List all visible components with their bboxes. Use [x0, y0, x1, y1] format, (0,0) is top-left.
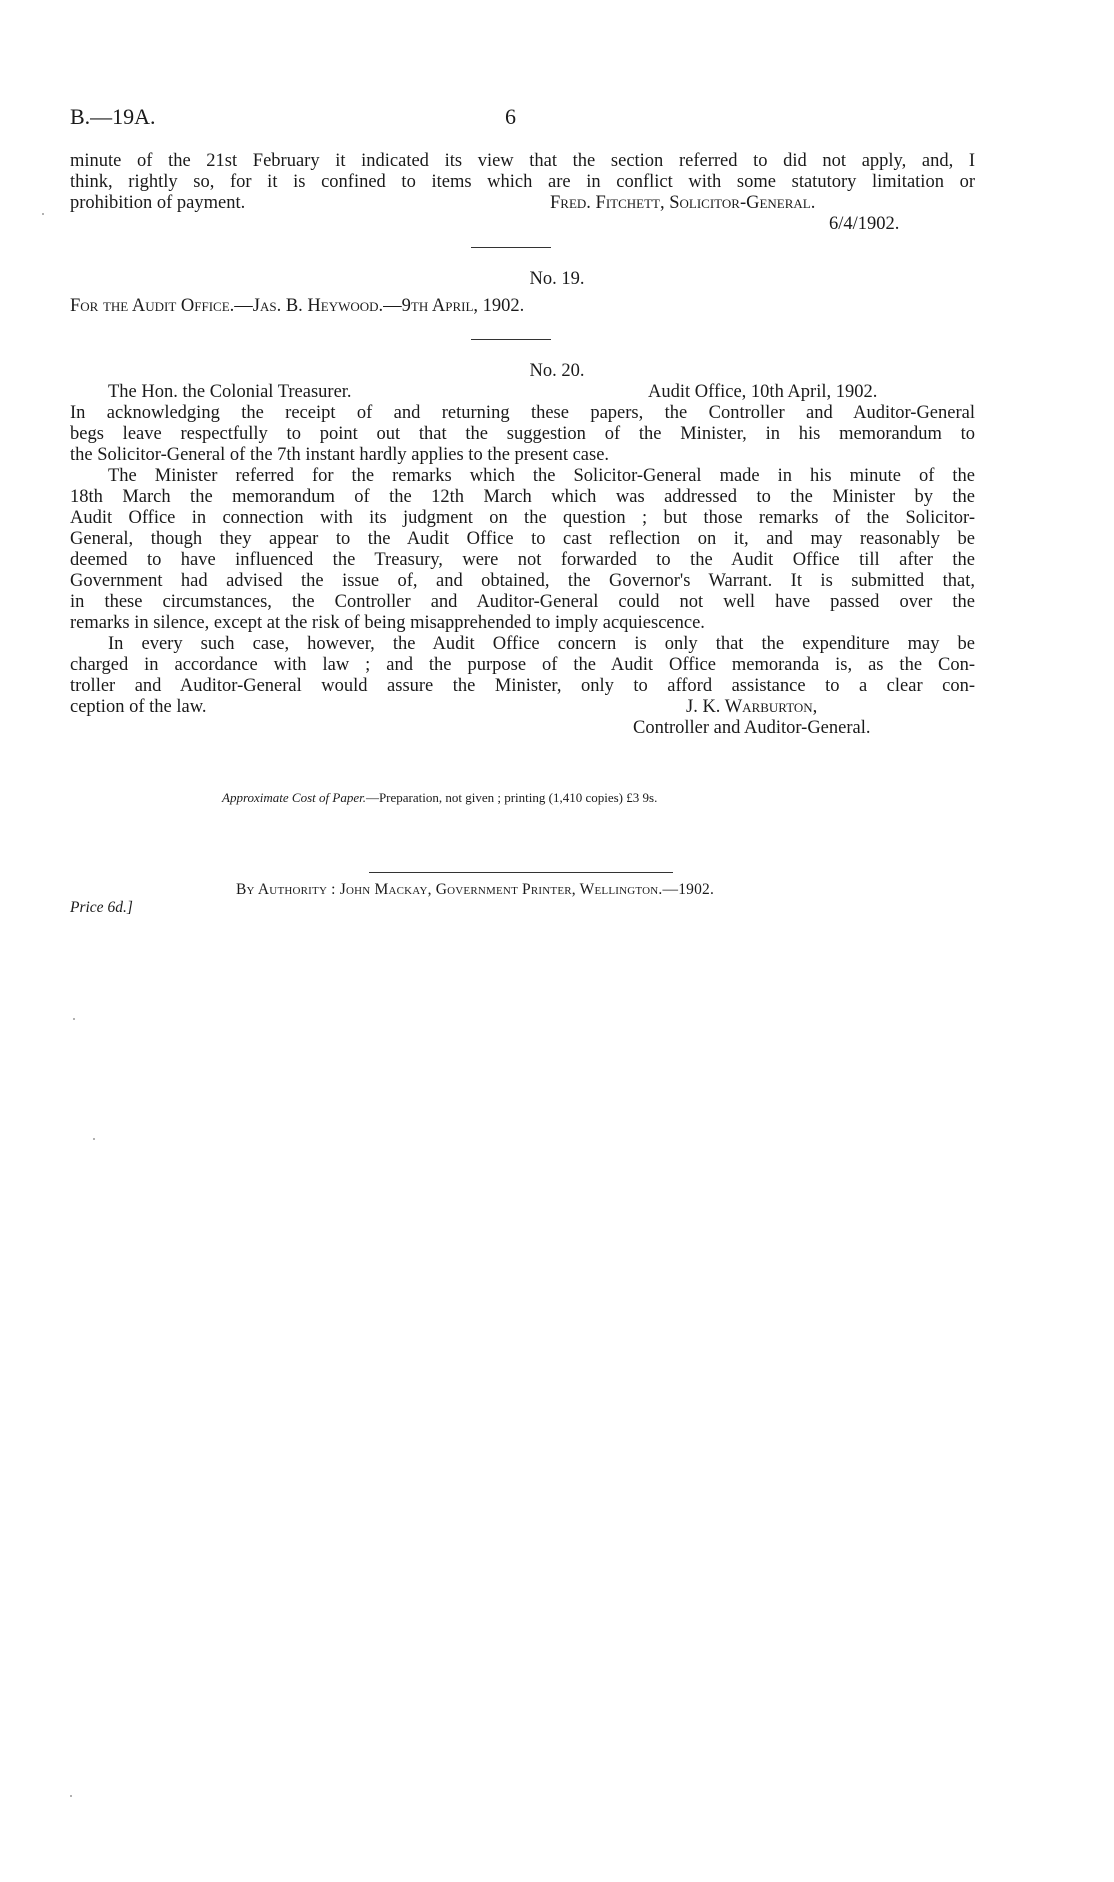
p2-line: Audit Office in connection with its judgment on the question ; but those remarks of the Solicitor- — [70, 508, 975, 528]
price: Price 6d.] — [70, 899, 133, 916]
no19-text: For the Audit Office.—Jas. B. Heywood.—9th April, 1902. — [70, 296, 525, 316]
p1-line: begs leave respectfully to point out that the suggestion of the Minister, in his memorandum to — [70, 424, 975, 444]
p3-line: ception of the law. — [70, 697, 207, 717]
p2-line: in these circumstances, the Controller and Auditor-General could not well have passed over the — [70, 592, 975, 612]
page-number: 6 — [505, 104, 516, 129]
p2-line: deemed to have influenced the Treasury, were not forwarded to the Audit Office till after the — [70, 550, 975, 570]
scan-speck — [70, 1795, 72, 1797]
signature-date: 6/4/1902. — [829, 214, 900, 234]
p2-line: Government had advised the issue of, and obtained, the Governor's Warrant. It is submitted that, — [70, 571, 975, 591]
cost-label: Approximate Cost of Paper. — [222, 790, 366, 805]
place-date: Audit Office, 10th April, 1902. — [648, 382, 878, 402]
p1-line: the Solicitor-General of the 7th instant hardly applies to the present case. — [70, 445, 610, 465]
no19-heading: No. 19. — [529, 269, 585, 289]
p3-line: In every such case, however, the Audit Office concern is only that the expenditure may be — [108, 634, 975, 654]
para1-line3: prohibition of payment. — [70, 193, 246, 213]
footer-rule — [369, 872, 673, 873]
controller-signer: J. K. Warburton, — [686, 697, 818, 717]
approximate-cost — [222, 790, 657, 806]
para1-line2: think, rightly so, for it is confined to items which are in conflict with some statutory limitation or — [70, 172, 975, 192]
scan-speck — [42, 213, 44, 215]
printer-authority: By Authority : John Mackay, Government Printer, Wellington.—1902. — [236, 881, 715, 898]
section-divider — [471, 339, 551, 340]
p1-line: In acknowledging the receipt of and returning these papers, the Controller and Auditor-General — [70, 403, 975, 423]
para1-line1: minute of the 21st February it indicated its view that the section referred to did not apply, and, I — [70, 151, 975, 171]
p2-line: General, though they appear to the Audit Office to cast reflection on it, and may reasonably be — [70, 529, 975, 549]
p3-line: charged in accordance with law ; and the purpose of the Audit Office memoranda is, as the Con- — [70, 655, 975, 675]
p2-line: The Minister referred for the remarks which the Solicitor-General made in his minute of the — [108, 466, 975, 486]
p2-line: 18th March the memorandum of the 12th March which was addressed to the Minister by the — [70, 487, 975, 507]
addressee: The Hon. the Colonial Treasurer. — [108, 382, 352, 402]
no20-heading: No. 20. — [529, 361, 585, 381]
p3-line: troller and Auditor-General would assure the Minister, only to afford assistance to a clear con- — [70, 676, 975, 696]
controller-title: Controller and Auditor-General. — [633, 718, 871, 738]
p2-line: remarks in silence, except at the risk of being misapprehended to imply acquiescence. — [70, 613, 705, 633]
cost-text: —Preparation, not given ; printing (1,410 copies) £3 9s. — [365, 790, 658, 805]
scan-speck — [73, 1018, 75, 1020]
document-reference: B.—19A. — [70, 104, 156, 129]
solicitor-general-signature: Fred. Fitchett, Solicitor-General. — [550, 193, 816, 213]
section-divider — [471, 247, 551, 248]
scan-speck — [93, 1138, 95, 1140]
